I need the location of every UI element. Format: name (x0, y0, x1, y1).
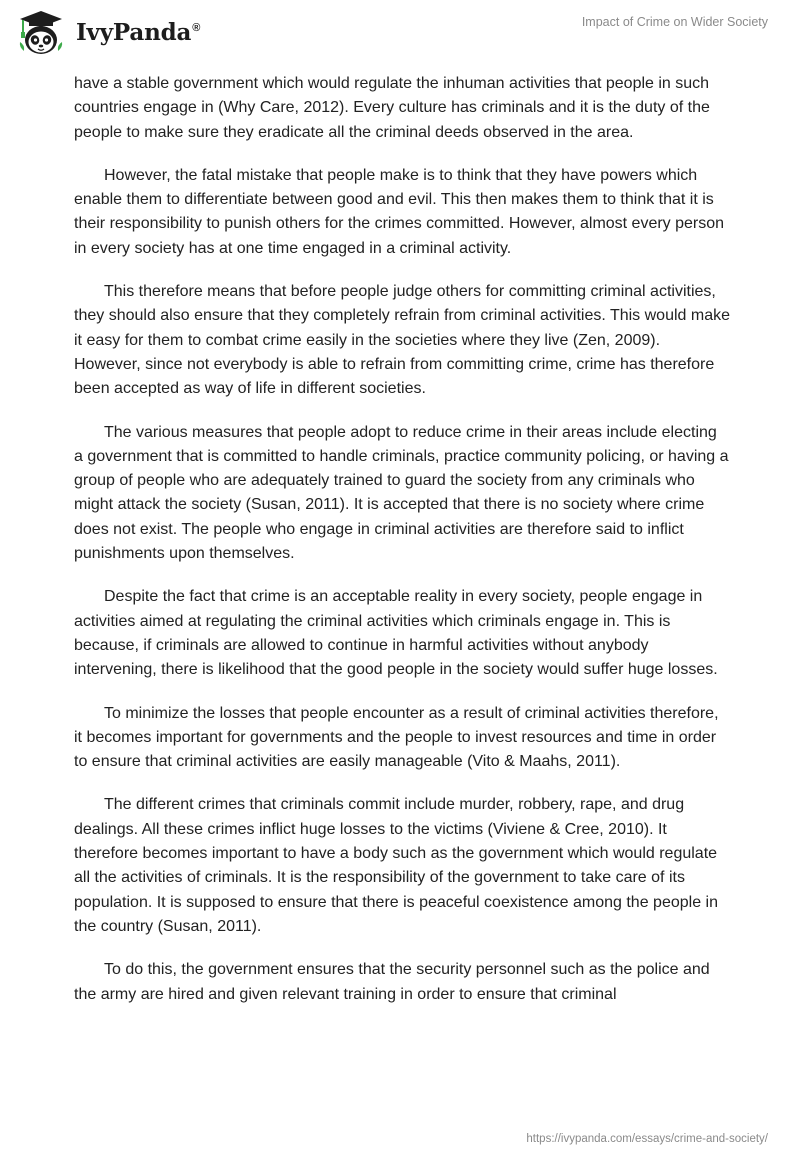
paragraph-8: To do this, the government ensures that the security personnel such as the police and the army are hired and given relevant training in order to ensure that criminal (74, 961, 710, 1003)
paragraph-2: However, the fatal mistake that people make is to think that they have powers which enable them to differentiate between good and evil. This then makes them to think that it is their responsibility to punish others for the crimes committed. However, almost every person in every society has at one time engaged in a criminal activity. (74, 166, 725, 257)
ivypanda-logo[interactable] (16, 8, 200, 58)
paragraph-3: This therefore means that before people judge others for committing criminal activities, they should also ensure that they completely refrain from criminal activities. This would make it easy for them to combat crime easily in the societies where they live (Zen, 2009). However, since not everybody is able to refrain from committing crime, crime has therefore been accepted as way of life in different societies. (74, 283, 730, 398)
paragraph-1: have a stable government which would regulate the inhuman activities that people in such countries engage in (Why Care, 2012). Every culture has criminals and it is the duty of the people to make sure they eradicate all the criminal deeds observed in the area. (74, 75, 710, 141)
registered-mark: ® (192, 21, 201, 34)
essay-body (74, 72, 730, 1026)
document-title: Impact of Crime on Wider Society (581, 15, 768, 29)
footer-source-url[interactable]: https://ivypanda.com/essays/crime-and-society/ (526, 1133, 768, 1145)
panda-graduate-logo-icon (16, 9, 66, 57)
paragraph-4: The various measures that people adopt to reduce crime in their areas include electing a government that is committed to handle criminals, practice community policing, or having a group of people who are adequately trained to guard the society from any criminals who might attack the society (Susan, 2011). It is accepted that there is no society where crime does not exist. The people who engage in criminal activities are therefore said to inflict punishments upon themselves. (74, 423, 729, 563)
page-header (0, 0, 800, 70)
paragraph-7: The different crimes that criminals commit include murder, robbery, rape, and drug dealings. All these crimes inflict huge losses to the victims (Viviene & Cree, 2010). It therefore becomes important to have a body such as the government which would regulate all the activities of criminals. It is the responsibility of the government to take care of its population. It is supposed to ensure that there is peaceful coexistence among the people in the country (Susan, 2011). (74, 796, 718, 935)
brand-name: IvyPanda® (76, 18, 201, 46)
paragraph-6: To minimize the losses that people encounter as a result of criminal activities therefore, it becomes important for governments and the people to invest resources and time in order to ensure that criminal activities are easily manageable (Vito & Maahs, 2011). (74, 704, 719, 771)
paragraph-5: Despite the fact that crime is an acceptable reality in every society, people engage in activities aimed at regulating the criminal activities which criminals engage in. This is because, if criminals are allowed to continue in harmful activities without anybody intervening, there is likelihood that the good people in the society would suffer huge losses. (74, 588, 718, 679)
